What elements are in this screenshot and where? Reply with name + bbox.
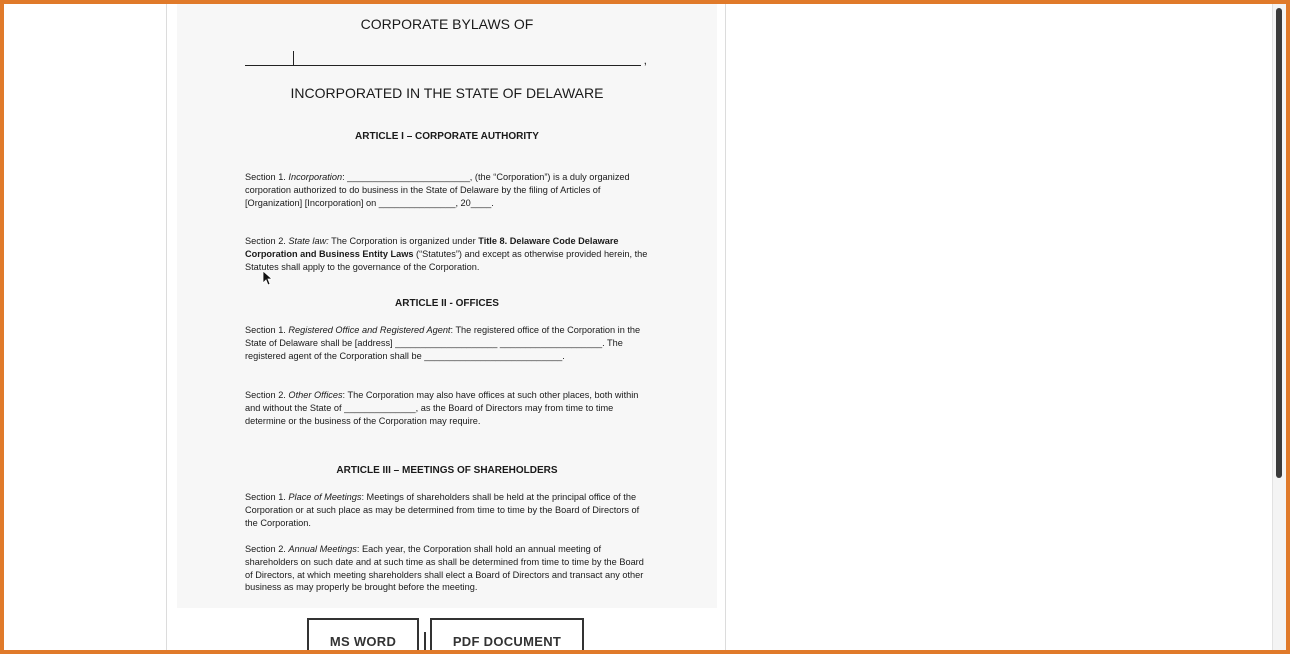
section-name: Registered Office and Registered Agent: [288, 325, 451, 335]
section-name: Incorporation: [288, 172, 343, 182]
section-name: State law:: [288, 236, 329, 246]
section-number: Section 2.: [245, 390, 286, 400]
article-heading: ARTICLE I – CORPORATE AUTHORITY: [355, 131, 539, 142]
statute-title: Title 8. Delaware Code Delaware Corporation and Business Entity Laws: [245, 236, 619, 259]
document-preview: [177, 4, 717, 608]
company-name-blank: [245, 51, 647, 67]
article-heading: ARTICLE III – MEETINGS OF SHAREHOLDERS: [336, 465, 558, 476]
section-text: The Corporation is organized under: [328, 236, 479, 246]
section-name: Annual Meetings: [288, 544, 357, 554]
section-text: : The Corporation may also have offices at such other places, both within and without the State of ______________, as the Board of Directors may from time to time determine or the business of the Corporation may require.: [245, 390, 639, 426]
section-name: Place of Meetings: [288, 492, 362, 502]
section-number: Section 1.: [245, 172, 286, 182]
document-column: [166, 4, 726, 650]
section-name: Other Offices: [288, 390, 343, 400]
section-number: Section 1.: [245, 325, 286, 335]
section-number: Section 2.: [245, 236, 286, 246]
article-heading: ARTICLE II - OFFICES: [395, 298, 499, 309]
scrollbar-thumb[interactable]: [1276, 8, 1282, 478]
text-caret: [293, 51, 294, 65]
section-text: : The registered office of the Corporation in the State of Delaware shall be [address] ____________________ ____________________. The registered agent of the Corporation shall be ___________________________.: [245, 325, 641, 361]
section-number: Section 1.: [245, 492, 286, 502]
document-title: CORPORATE BYLAWS OF: [360, 16, 534, 32]
article-1-section-1: [245, 171, 653, 209]
ms-word-button[interactable]: MS WORD: [307, 618, 419, 654]
section-text: : ________________________, (the “Corporation”) is a duly organized corporation authorized to do business in the State of Delaware by the filing of Articles of [Organization] [Incorporation] on _______________, 20____.: [245, 172, 630, 208]
section-number: Section 2.: [245, 544, 286, 554]
article-2-section-1: [245, 324, 653, 362]
button-divider: [424, 632, 426, 654]
blank-comma: ,: [643, 53, 647, 67]
section-text: (“Statutes”) and except as otherwise provided herein, the Statutes shall apply to the governance of the Corporation.: [245, 248, 648, 272]
article-2-section-2: [245, 389, 653, 427]
article-1-section-2: [245, 235, 653, 273]
document-subtitle: INCORPORATED IN THE STATE OF DELAWARE: [290, 85, 604, 101]
section-text: : Each year, the Corporation shall hold an annual meeting of shareholders on such date and at such time as shall be determined from time to time by the Board of Directors, at which meeting shareholders shall elect a Board of Directors and transact any other business as may properly be brought before the meeting.: [245, 544, 644, 593]
scrollbar[interactable]: [1272, 4, 1287, 650]
pdf-document-button[interactable]: PDF DOCUMENT: [430, 618, 584, 654]
mouse-pointer-icon: [262, 270, 272, 286]
article-3-section-1: [245, 491, 653, 529]
section-text: : Meetings of shareholders shall be held at the principal office of the Corporation or at such place as may be determined from time to time by the Board of Directors of the Corporation.: [245, 492, 640, 528]
article-3-section-2: [245, 543, 653, 594]
